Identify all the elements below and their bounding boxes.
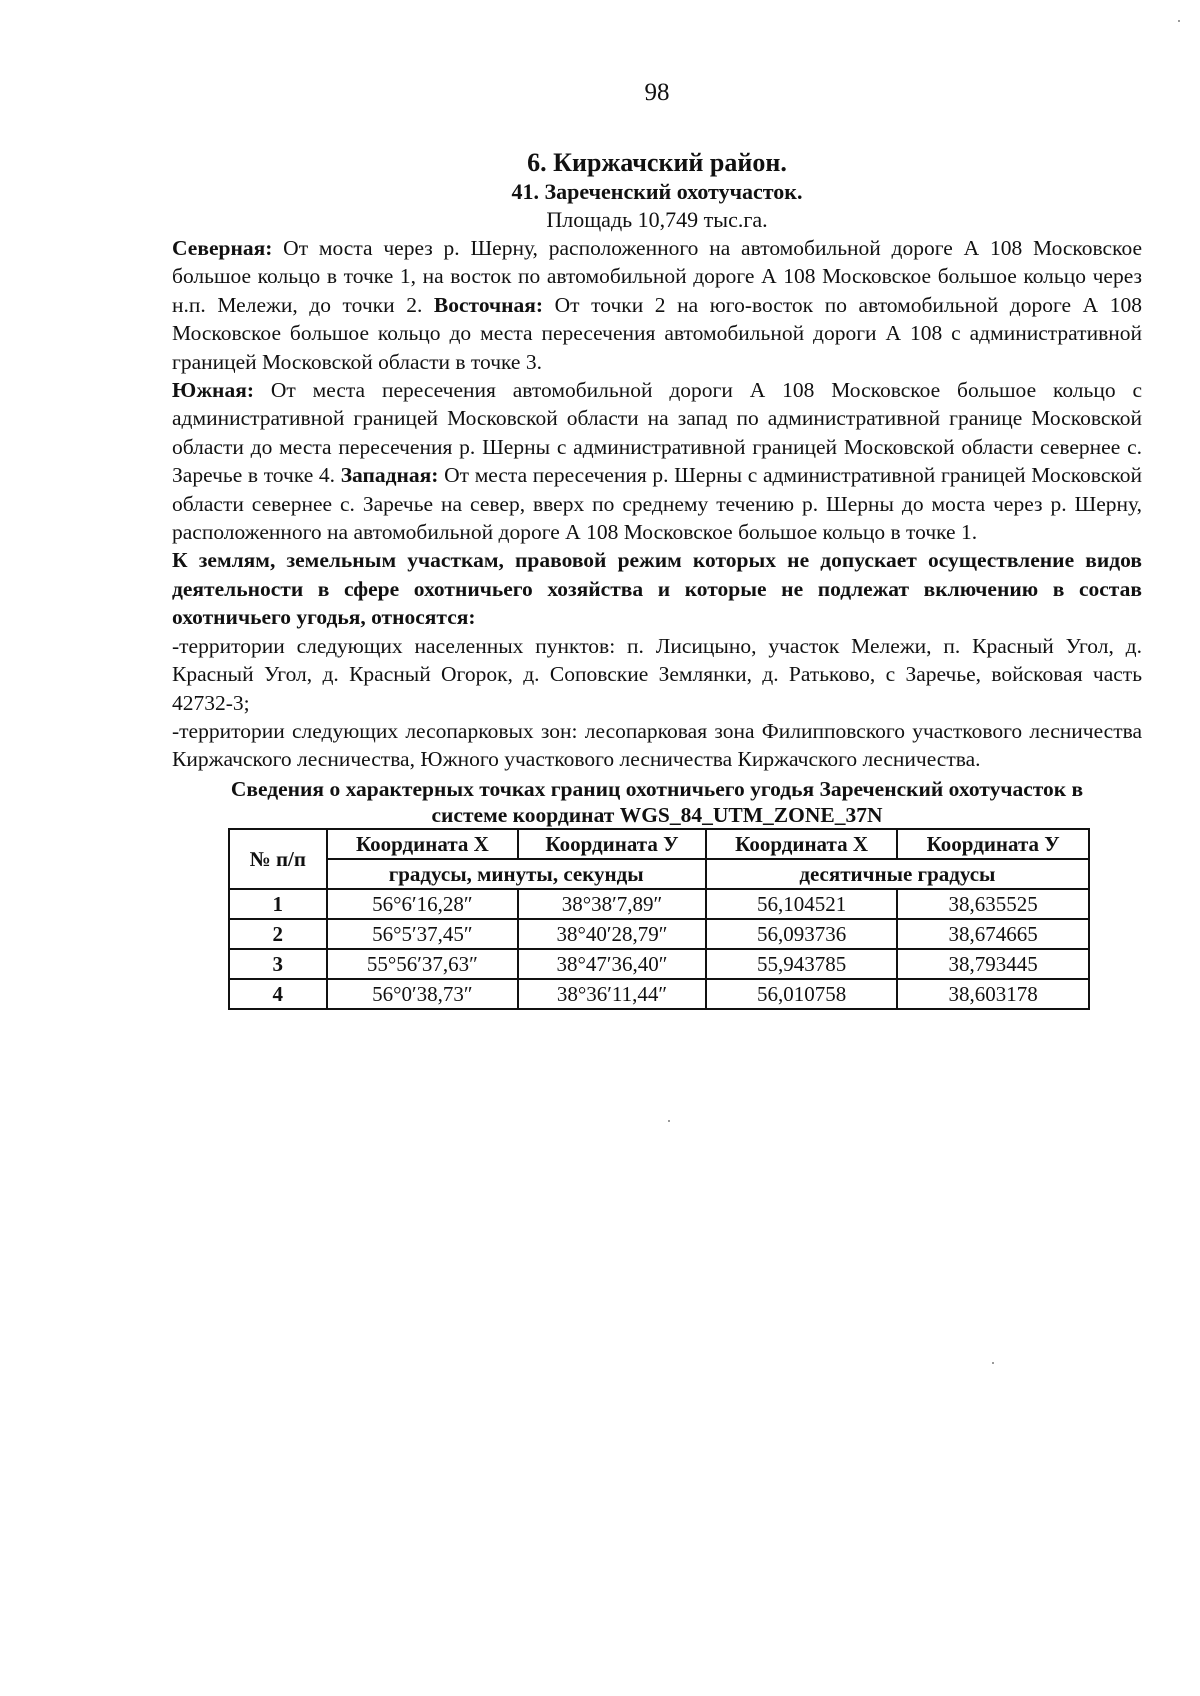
scan-speck bbox=[1178, 20, 1180, 22]
cell-x-dms: 56°6′16,28″ bbox=[327, 889, 519, 919]
table-caption-line2: системе координат WGS_84_UTM_ZONE_37N bbox=[431, 802, 883, 827]
scan-speck bbox=[668, 1120, 670, 1122]
cell-y-dec: 38,674665 bbox=[897, 919, 1089, 949]
cell-x-dec: 55,943785 bbox=[706, 949, 898, 979]
cell-y-dms: 38°36′11,44″ bbox=[518, 979, 706, 1009]
south-label: Южная: bbox=[172, 378, 254, 403]
plot-area: Площадь 10,749 тыс.га. bbox=[546, 207, 768, 232]
col-header-x-dms: Координата X bbox=[327, 829, 519, 859]
cell-y-dms: 38°47′36,40″ bbox=[518, 949, 706, 979]
cell-y-dec: 38,603178 bbox=[897, 979, 1089, 1009]
boundaries-description bbox=[172, 234, 1142, 546]
cell-x-dms: 56°5′37,45″ bbox=[327, 919, 519, 949]
col-header-num: № п/п bbox=[229, 829, 327, 889]
north-text: От моста через р. Шерну, расположенного на автомобильной дороге А 108 Московское большое кольцо в точке 1, на восток по автомобильной дороге А 108 Московское большое кольцо через н.п. Мележи, до точки 2. bbox=[172, 236, 1142, 317]
cell-x-dms: 55°56′37,63″ bbox=[327, 949, 519, 979]
south-text: От места пересечения автомобильной дороги А 108 Московское большое кольцо с административной границей Московской области на запад по административной границе Московской области до места пересечения р. Шерны с административной границей Московской области севернее с. Заречье в точке 4. bbox=[172, 378, 1142, 488]
cell-x-dec: 56,093736 bbox=[706, 919, 898, 949]
scan-speck bbox=[992, 1362, 994, 1364]
table-row bbox=[229, 889, 1089, 919]
cell-num: 2 bbox=[229, 919, 327, 949]
page-number: 98 bbox=[644, 79, 670, 106]
plot-title: 41. Зареченский охотучасток. bbox=[511, 179, 803, 204]
table-caption-line1: Сведения о характерных точках границ охотничьего угодья Зареченский охотучасток в bbox=[230, 776, 1084, 801]
cell-y-dms: 38°40′28,79″ bbox=[518, 919, 706, 949]
cell-num: 1 bbox=[229, 889, 327, 919]
table-row bbox=[229, 919, 1089, 949]
cell-y-dec: 38,635525 bbox=[897, 889, 1089, 919]
cell-x-dms: 56°0′38,73″ bbox=[327, 979, 519, 1009]
east-text: От точки 2 на юго-восток по автомобильной дороге А 108 Московское большое кольцо до места пересечения автомобильной дороги А 108 с административной границей Московской области в точке 3. bbox=[172, 292, 1143, 374]
cell-y-dms: 38°38′7,89″ bbox=[518, 889, 706, 919]
cell-num: 4 bbox=[229, 979, 327, 1009]
table-caption bbox=[172, 776, 1142, 828]
col-header-x-dec: Координата X bbox=[706, 829, 898, 859]
col-header-y-dec: Координата У bbox=[897, 829, 1089, 859]
exclusion-forests: -территории следующих лесопарковых зон: лесопарковая зона Филипповского участкового лесничества Киржачского лесничества, Южного участкового лесничества Киржачского лесничества. bbox=[172, 718, 1142, 772]
exclusion-settlements: -территории следующих населенных пунктов: п. Лисицыно, участок Мележи, п. Красный Угол, д. Красный Угол, д. Красный Огорок, д. Соповские Землянки, д. Ратьково, с Заречье, войсковая часть 42732-3; bbox=[172, 633, 1142, 715]
north-label: Северная: bbox=[172, 236, 273, 260]
subheader-dec: десятичные градусы bbox=[706, 859, 1089, 889]
table-subheader-row bbox=[229, 859, 1089, 889]
cell-x-dec: 56,010758 bbox=[706, 979, 898, 1009]
district-title: 6. Киржачский район. bbox=[527, 148, 787, 177]
document-page bbox=[172, 78, 1142, 1010]
west-label: Западная: bbox=[340, 463, 439, 488]
east-label: Восточная: bbox=[433, 292, 544, 317]
coordinates-table bbox=[228, 828, 1090, 1010]
table-row bbox=[229, 949, 1089, 979]
cell-x-dec: 56,104521 bbox=[706, 889, 898, 919]
col-header-y-dms: Координата У bbox=[518, 829, 706, 859]
table-row bbox=[229, 979, 1089, 1009]
cell-y-dec: 38,793445 bbox=[897, 949, 1089, 979]
west-text: От места пересечения р. Шерны с административной границей Московской области севернее с. Заречье на север, вверх по среднему течению р. Шерны до моста через р. Шерну, расположенного на автомобильной дороге А 108 Московское большое кольцо в точке 1. bbox=[172, 463, 1142, 545]
table-header-row bbox=[229, 829, 1089, 859]
cell-num: 3 bbox=[229, 949, 327, 979]
exclusions-heading: К землям, земельным участкам, правовой режим которых не допускает осуществление видов деятельности в сфере охотничьего хозяйства и которые не подлежат включению в состав охотничьего угодья, относятся: bbox=[172, 548, 1142, 630]
subheader-dms: градусы, минуты, секунды bbox=[327, 859, 706, 889]
